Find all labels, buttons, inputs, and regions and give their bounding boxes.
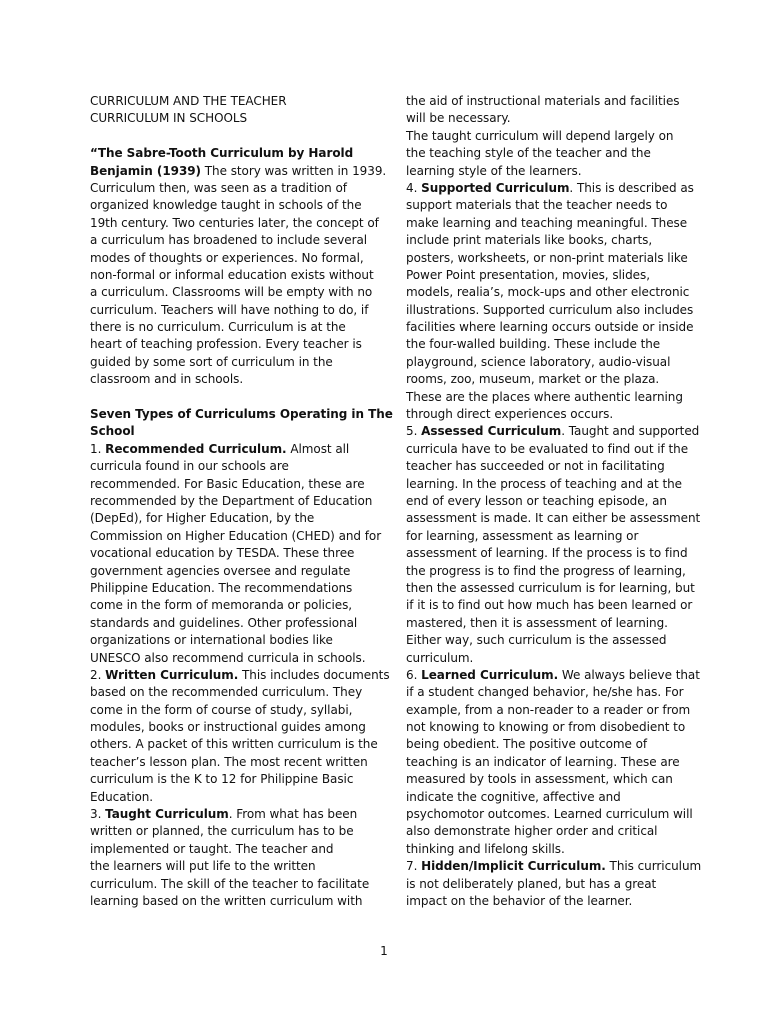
paragraph-line: playground, science laboratory, audio-visual [406, 354, 671, 369]
paragraph-line: vocational education by TESDA. These three [90, 546, 355, 561]
section-heading: School [90, 424, 135, 439]
intro-text: The story was written in 1939. [201, 163, 387, 178]
paragraph-line: thinking and lifelong skills. [406, 841, 565, 856]
paragraph-line: modes of thoughts or experiences. No formal, [90, 250, 364, 265]
paragraph-line: curriculum is the K to 12 for Philippine Basic [90, 772, 354, 787]
item-number: 6. [406, 667, 422, 682]
spacer [90, 389, 380, 406]
paragraph-line: curriculum. Teachers will have nothing to do, if [90, 302, 369, 317]
item-number: 3. [90, 807, 106, 822]
paragraph-line: rooms, zoo, museum, market or the plaza. [406, 372, 660, 387]
paragraph-line: example, from a non-reader to a reader or from [406, 702, 691, 717]
paragraph-line: non-formal or informal education exists without [90, 267, 374, 282]
paragraph-line: assessment is made. It can either be assessment [406, 511, 701, 526]
item-text: . Taught and supported [561, 424, 700, 439]
paragraph-line: teacher’s lesson plan. The most recent written [90, 754, 368, 769]
item-text: . From what has been [228, 807, 358, 822]
paragraph-line: standards and guidelines. Other professional [90, 615, 358, 630]
paragraph-line: curricula have to be evaluated to find out if the [406, 441, 689, 456]
paragraph-line: impact on the behavior of the learner. [406, 893, 633, 908]
paragraph-line: learning. In the process of teaching and at the [406, 476, 682, 491]
paragraph-line: illustrations. Supported curriculum also includes [406, 302, 694, 317]
paragraph-line: come in the form of course of study, syllabi, [90, 702, 353, 717]
page-number: 1 [380, 944, 388, 958]
paragraph-line: facilities where learning occurs outside or inside [406, 320, 694, 335]
paragraph-line: organized knowledge taught in schools of the [90, 198, 362, 213]
paragraph-line: a curriculum. Classrooms will be empty with no [90, 285, 373, 300]
paragraph-line: if it is to find out how much has been learned or [406, 598, 693, 613]
paragraph-line: posters, worksheets, or non-print materials like [406, 250, 688, 265]
item-term: Written Curriculum. [105, 667, 239, 682]
paragraph-line: 19th century. Two centuries later, the concept of [90, 215, 379, 230]
paragraph-line: These are the places where authentic learning [406, 389, 683, 404]
item-number: 4. [406, 180, 422, 195]
item-number: 2. [90, 667, 106, 682]
item-text: We always believe that [558, 667, 700, 682]
paragraph-line: assessment of learning. If the process is to find [406, 546, 688, 561]
item-term: Supported Curriculum [421, 180, 570, 195]
paragraph-line: heart of teaching profession. Every teacher is [90, 337, 362, 352]
paragraph-line: mastered, then it is assessment of learning. [406, 615, 668, 630]
section-heading: Seven Types of Curriculums Operating in The [90, 407, 393, 422]
learned-curriculum-item [406, 667, 698, 858]
paragraph-line: (DepEd), for Higher Education, by the [90, 511, 315, 526]
paragraph-line: include print materials like books, charts, [406, 233, 653, 248]
item-term: Taught Curriculum [105, 807, 229, 822]
recommended-curriculum-item [90, 441, 380, 667]
doc-heading-line-1: CURRICULUM AND THE TEACHER [90, 94, 287, 108]
item-term: Recommended Curriculum. [105, 441, 287, 456]
item-text: This curriculum [605, 859, 702, 874]
paragraph-line: implemented or taught. The teacher and [90, 841, 334, 856]
paragraph-line: UNESCO also recommend curricula in schools. [90, 650, 366, 665]
paragraph-line: government agencies oversee and regulate [90, 563, 351, 578]
paragraph-line: will be necessary. [406, 111, 511, 126]
paragraph-line: if a student changed behavior, he/she has. For [406, 685, 684, 700]
paragraph-line: based on the recommended curriculum. They [90, 685, 363, 700]
item-term: Assessed Curriculum [421, 424, 562, 439]
paragraph-line: psychomotor outcomes. Learned curriculum will [406, 807, 693, 822]
paragraph-line: indicate the cognitive, affective and [406, 789, 621, 804]
paragraph-line: then the assessed curriculum is for learning, but [406, 580, 695, 595]
item-term: Hidden/Implicit Curriculum. [421, 859, 606, 874]
paragraph-line: The taught curriculum will depend largely on [406, 128, 674, 143]
right-column [406, 93, 702, 910]
story-author-year: Benjamin (1939) [90, 163, 201, 178]
paragraph-line: the teaching style of the teacher and the [406, 146, 651, 161]
paragraph-line: curriculum. [406, 650, 474, 665]
written-curriculum-item [90, 667, 390, 806]
item-number: 5. [406, 424, 422, 439]
spacer [90, 128, 380, 145]
item-text: Almost all [286, 441, 350, 456]
paragraph-line: recommended. For Basic Education, these are [90, 476, 365, 491]
paragraph-line: others. A packet of this written curriculum is the [90, 737, 378, 752]
paragraph-line: the learners will put life to the written [90, 859, 316, 874]
paragraph-line: being obedient. The positive outcome of [406, 737, 648, 752]
paragraph-line: is not deliberately planed, but has a great [406, 876, 657, 891]
paragraph-line: Curriculum then, was seen as a tradition of [90, 180, 347, 195]
taught-curriculum-item [90, 806, 380, 910]
paragraph-line: through direct experiences occurs. [406, 407, 614, 422]
paragraph-line: recommended by the Department of Education [90, 493, 373, 508]
paragraph-line: Either way, such curriculum is the assessed [406, 633, 667, 648]
paragraph-line: the aid of instructional materials and facilities [406, 94, 680, 108]
item-term: Learned Curriculum. [421, 667, 559, 682]
paragraph-line: curriculum. The skill of the teacher to facilitate [90, 876, 370, 891]
paragraph-line: also demonstrate higher order and critical [406, 824, 658, 839]
paragraph-line: not knowing to knowing or from disobedient to [406, 720, 686, 735]
paragraph-line: learning based on the written curriculum with [90, 893, 363, 908]
paragraph-line: the four-walled building. These include the [406, 337, 661, 352]
paragraph-line: for learning, assessment as learning or [406, 528, 639, 543]
item-text: . This is described as [569, 180, 694, 195]
paragraph-line: teaching is an indicator of learning. These are [406, 754, 680, 769]
taught-curriculum-continued [406, 93, 698, 180]
paragraph-line: end of every lesson or teaching episode, an [406, 493, 667, 508]
paragraph-line: models, realia’s, mock-ups and other electronic [406, 285, 690, 300]
item-text: This includes documents [238, 667, 390, 682]
paragraph-line: Power Point presentation, movies, slides, [406, 267, 650, 282]
item-number: 7. [406, 859, 422, 874]
item-number: 1. [90, 441, 106, 456]
doc-heading-line-2: CURRICULUM IN SCHOOLS [90, 111, 248, 126]
paragraph-line: measured by tools in assessment, which can [406, 772, 673, 787]
paragraph-line: classroom and in schools. [90, 372, 244, 387]
paragraph-line: Philippine Education. The recommendations [90, 580, 353, 595]
paragraph-line: make learning and teaching meaningful. These [406, 215, 688, 230]
paragraph-line: curricula found in our schools are [90, 459, 289, 474]
story-title: “The Sabre-Tooth Curriculum by Harold [90, 146, 354, 161]
left-column [90, 93, 393, 910]
assessed-curriculum-item [406, 423, 701, 666]
paragraph-line: come in the form of memoranda or policies, [90, 598, 353, 613]
paragraph-line: there is no curriculum. Curriculum is at the [90, 320, 346, 335]
paragraph-line: the progress is to find the progress of learning, [406, 563, 686, 578]
paragraph-line: guided by some sort of curriculum in the [90, 354, 333, 369]
paragraph-line: teacher has succeeded or not in facilitating [406, 459, 665, 474]
paragraph-line: support materials that the teacher needs to [406, 198, 668, 213]
paragraph-line: written or planned, the curriculum has to be [90, 824, 354, 839]
supported-curriculum-item [406, 180, 698, 423]
paragraph-line: Education. [90, 789, 154, 804]
paragraph-line: a curriculum has broadened to include several [90, 233, 368, 248]
hidden-curriculum-item [406, 858, 702, 910]
intro-paragraph [90, 145, 387, 388]
paragraph-line: learning style of the learners. [406, 163, 582, 178]
paragraph-line: organizations or international bodies like [90, 633, 333, 648]
paragraph-line: Commission on Higher Education (CHED) and for [90, 528, 382, 543]
paragraph-line: modules, books or instructional guides among [90, 720, 366, 735]
